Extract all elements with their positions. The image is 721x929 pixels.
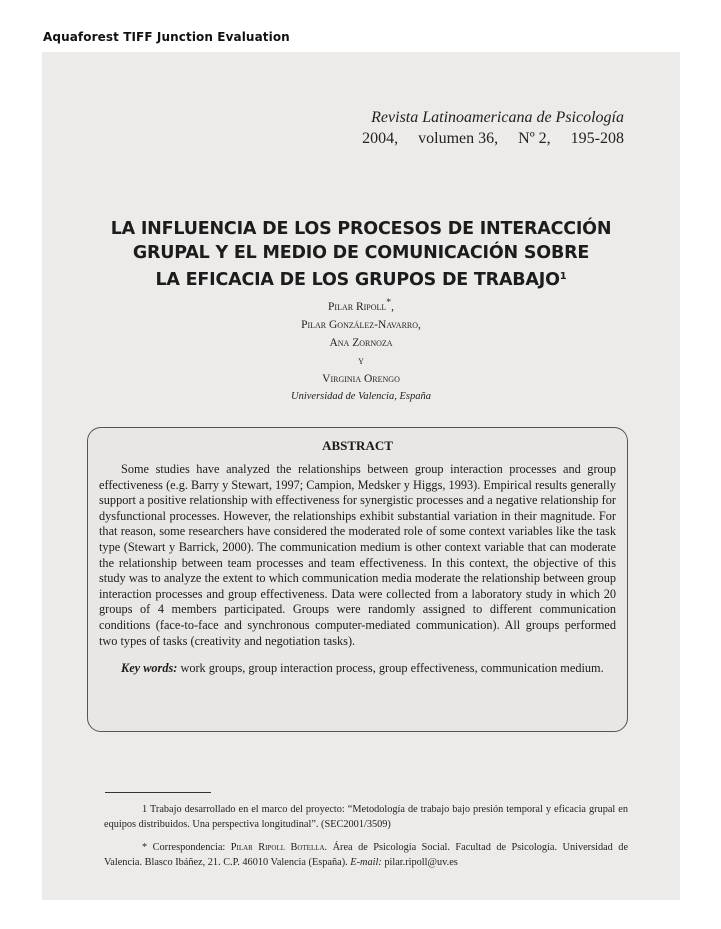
abstract-box — [87, 427, 628, 732]
author-list — [42, 294, 680, 406]
journal-volume: volumen 36, — [418, 130, 499, 147]
journal-meta — [362, 128, 624, 149]
abstract-body: Some studies have analyzed the relationships between group interaction processes and group effectiveness (e.g. Barry y Stewart, 1997; Campion, Medsker y Higgs, 1993). Empirical results generally support a positive relationship with effectiveness for synergistic processes and a negative relationship for dysfunctional processes. However, the relationships exhibit substantial variation in their magnitude. For that reason, some researchers have considered the moderated role of some context variables like the task type (Stewart y Barrick, 2000). The communication medium is other context variable that can moderate the relationship between team processes and team effectiveness. In this context, the objective of this study was to analyze the extent to which communication media moderate the relationship between group interaction processes and group effectiveness. Data were collected from a laboratory study in which 20 groups of 4 members participated. Groups were randomly assigned to different communication conditions (face-to-face and synchronous computer-mediated communication). All groups performed two types of tasks (creativity and negotiation tasks). — [99, 462, 616, 648]
keywords-text: work groups, group interaction process, group effectiveness, communication medium. — [180, 661, 604, 676]
author-1-mark: * — [386, 297, 392, 308]
footnote-1-text: Trabajo desarrollado en el marco del proyecto: “Metodología de trabajo bajo presión temporal y eficacia grupal en equipos distribuidos. Una perspectiva longitudinal”. (SEC2001/3509) — [104, 804, 628, 830]
footnote-rule — [105, 792, 211, 793]
title-footnote-mark: 1 — [559, 271, 567, 282]
journal-header — [362, 107, 624, 149]
abstract-heading: ABSTRACT — [322, 438, 393, 453]
author-2: Pilar González-Navarro, — [301, 318, 421, 331]
keywords — [99, 661, 616, 677]
footnote-2-mark: * — [142, 842, 148, 854]
footnote-2-lead: Correspondencia: — [152, 842, 226, 854]
journal-number: Nº 2, — [518, 130, 551, 147]
journal-year: 2004, — [362, 130, 399, 147]
footnote-2-email-label: E-mail: — [350, 856, 382, 868]
title-line-3: LA EFICACIA DE LOS GRUPOS DE TRABAJO$^1$ — [155, 270, 567, 290]
viewer-title: Aquaforest TIFF Junction Evaluation — [43, 30, 290, 44]
journal-name: Revista Latinoamericana de Psicología — [371, 109, 624, 126]
title-line-1: LA INFLUENCIA DE LOS PROCESOS DE INTERACCIÓN — [110, 219, 612, 239]
article-title — [42, 217, 680, 292]
title-line-2: GRUPAL Y EL MEDIO DE COMUNICACIÓN SOBRE — [132, 243, 590, 263]
author-1: Pilar Ripoll*, — [328, 297, 394, 313]
affiliation: Universidad de Valencia, España — [291, 390, 431, 402]
document-page — [42, 52, 680, 900]
author-3: Ana Zornoza — [329, 336, 393, 349]
footnote-1 — [104, 803, 628, 832]
footnotes — [104, 803, 628, 879]
author-4: Virginia Orengo — [322, 372, 400, 385]
footnote-2-text: Área de Psicología Social. Facultad de Psicología. Universidad de Valencia. Blasco Ibáñez, 21. C.P. 46010 Valencia (España). — [104, 842, 629, 868]
footnote-2 — [104, 841, 628, 870]
footnote-2-name: Pilar Ripoll Botella. — [230, 842, 328, 854]
journal-pages: 195-208 — [570, 130, 624, 147]
keywords-label: Key words: — [121, 661, 178, 676]
author-conjunction: y — [358, 354, 364, 367]
footnote-2-email[interactable]: pilar.ripoll@uv.es — [384, 856, 458, 868]
footnote-1-number: 1 — [142, 804, 148, 815]
